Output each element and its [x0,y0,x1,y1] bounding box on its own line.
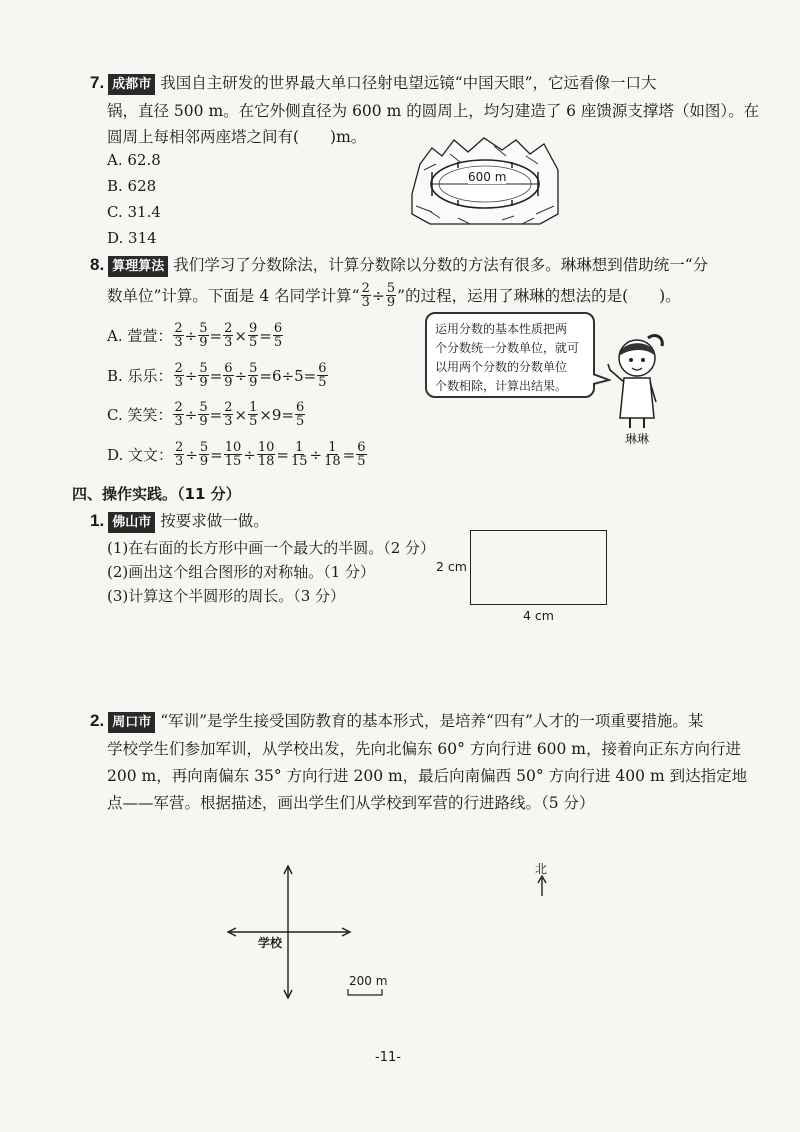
scale-label: 200 m [349,974,388,988]
q7-number: 7. [90,73,105,92]
telescope-diameter-label: 600 m [468,170,507,184]
fraction: $\frac{5}{9}$ [386,281,396,310]
q7-line1 [90,72,657,95]
bubble-line: 以用两个分数的分数单位 [435,360,568,374]
girl-linlin-icon [604,330,670,430]
q7-option-c[interactable]: C. 31.4 [107,203,161,221]
q8-option-d[interactable]: D. 文文： $\frac{2}{3}$ ÷ $\frac{5}{9}$ = $\frac{10}{15}$ ÷ $\frac{10}{18}$ = $\frac{1}{15}$ ÷ $\frac{1}{18}$ = $\frac{6}{5}$ [107,440,366,469]
page-number: -11- [375,1050,401,1065]
speech-bubble [425,312,595,398]
option-label: D. 文文： [107,445,174,464]
q8-number: 8. [90,255,105,274]
option-label: C. 笑笑： [107,405,173,424]
q8-category-tag: 算理算法 [108,256,168,277]
q7-option-a[interactable]: A. 62.8 [107,151,161,169]
rectangle-figure[interactable] [470,530,607,605]
q8-option-a[interactable]: A. 萱萱： $\frac{2}{3}$ ÷ $\frac{5}{9}$ = $\frac{2}{3}$ × $\frac{9}{5}$ = $\frac{6}{5}$ [107,321,283,350]
p1-intro: 按要求做一做。 [160,512,269,530]
option-label: B. 乐乐： [107,366,173,385]
q7-option-d[interactable]: D. 314 [107,229,157,247]
bubble-line: 个分数统一分数单位，就可 [435,341,580,355]
section-4-title: 四、操作实践。（11 分） [72,485,241,503]
q7-text-3: 圆周上每相邻两座塔之间有( )m。 [107,128,367,146]
p2-number: 2. [90,711,105,730]
divide-sign: ÷ [371,286,385,305]
telescope-illustration [410,134,560,228]
school-axes[interactable] [226,862,352,1002]
q7-text-1: 我国自主研发的世界最大单口径射电望远镜“中国天眼”，它远看像一口大 [160,74,657,92]
fraction: $\frac{2}{3}$ [361,281,370,310]
q8-line1 [90,254,708,277]
rectangle-height-label: 2 cm [436,559,467,574]
p1-item-1: (1)在右面的长方形中画一个最大的半圆。（2 分） [107,539,436,557]
scale-bar [347,988,383,998]
q8-text-2a: 数单位”计算。下面是 4 名同学计算“ [107,286,360,305]
north-label: 北 [535,862,548,876]
north-arrow-icon [536,874,548,898]
q8-line2 [107,282,681,309]
p2-region-tag: 周口市 [108,712,155,733]
p2-text-4: 点——军营。根据描述，画出学生们从学校到军营的行进路线。（5 分） [107,794,595,812]
p1-number: 1. [90,511,105,530]
p1-item-3: (3)计算这个半圆形的周长。（3 分） [107,587,346,605]
q7-text-2: 锅，直径 500 m。在它外侧直径为 600 m 的圆周上，均匀建造了 6 座馈源支撑塔（如图）。在 [107,102,760,120]
bubble-line: 运用分数的基本性质把两 [435,322,568,336]
option-label: A. 萱萱： [107,326,173,345]
school-label: 学校 [258,936,283,950]
girl-name-label: 琳琳 [625,432,650,446]
rectangle-width-label: 4 cm [523,608,554,623]
q7-region-tag: 成都市 [108,74,155,95]
p2-text-1: “军训”是学生接受国防教育的基本形式，是培养“四有”人才的一项重要措施。某 [160,712,704,730]
p2-text-3: 200 m，再向南偏东 35° 方向行进 200 m，最后向南偏西 50° 方向行进 400 m 到达指定地 [107,767,748,785]
p2-line1 [90,710,703,733]
p1-line1 [90,510,269,533]
q8-option-b[interactable]: B. 乐乐： $\frac{2}{3}$ ÷ $\frac{5}{9}$ = $\frac{6}{9}$ ÷ $\frac{5}{9}$ =6÷5= $\frac{6}{5}$ [107,361,327,390]
q8-text-2b: ”的过程，运用了琳琳的想法的是( )。 [397,286,681,305]
q8-option-c[interactable]: C. 笑笑： $\frac{2}{3}$ ÷ $\frac{5}{9}$ = $\frac{2}{3}$ × $\frac{1}{5}$ ×9= $\frac{6}{5}$ [107,400,305,429]
q8-text-1: 我们学习了分数除法，计算分数除以分数的方法有很多。琳琳想到借助统一“分 [173,256,709,274]
p2-text-2: 学校学生们参加军训，从学校出发，先向北偏东 60° 方向行进 600 m，接着向正东方向行进 [107,740,741,758]
bubble-line: 个数相除，计算出结果。 [435,379,568,393]
q7-option-b[interactable]: B. 628 [107,177,157,195]
p1-item-2: (2)画出这个组合图形的对称轴。（1 分） [107,563,376,581]
p1-region-tag: 佛山市 [108,512,155,533]
